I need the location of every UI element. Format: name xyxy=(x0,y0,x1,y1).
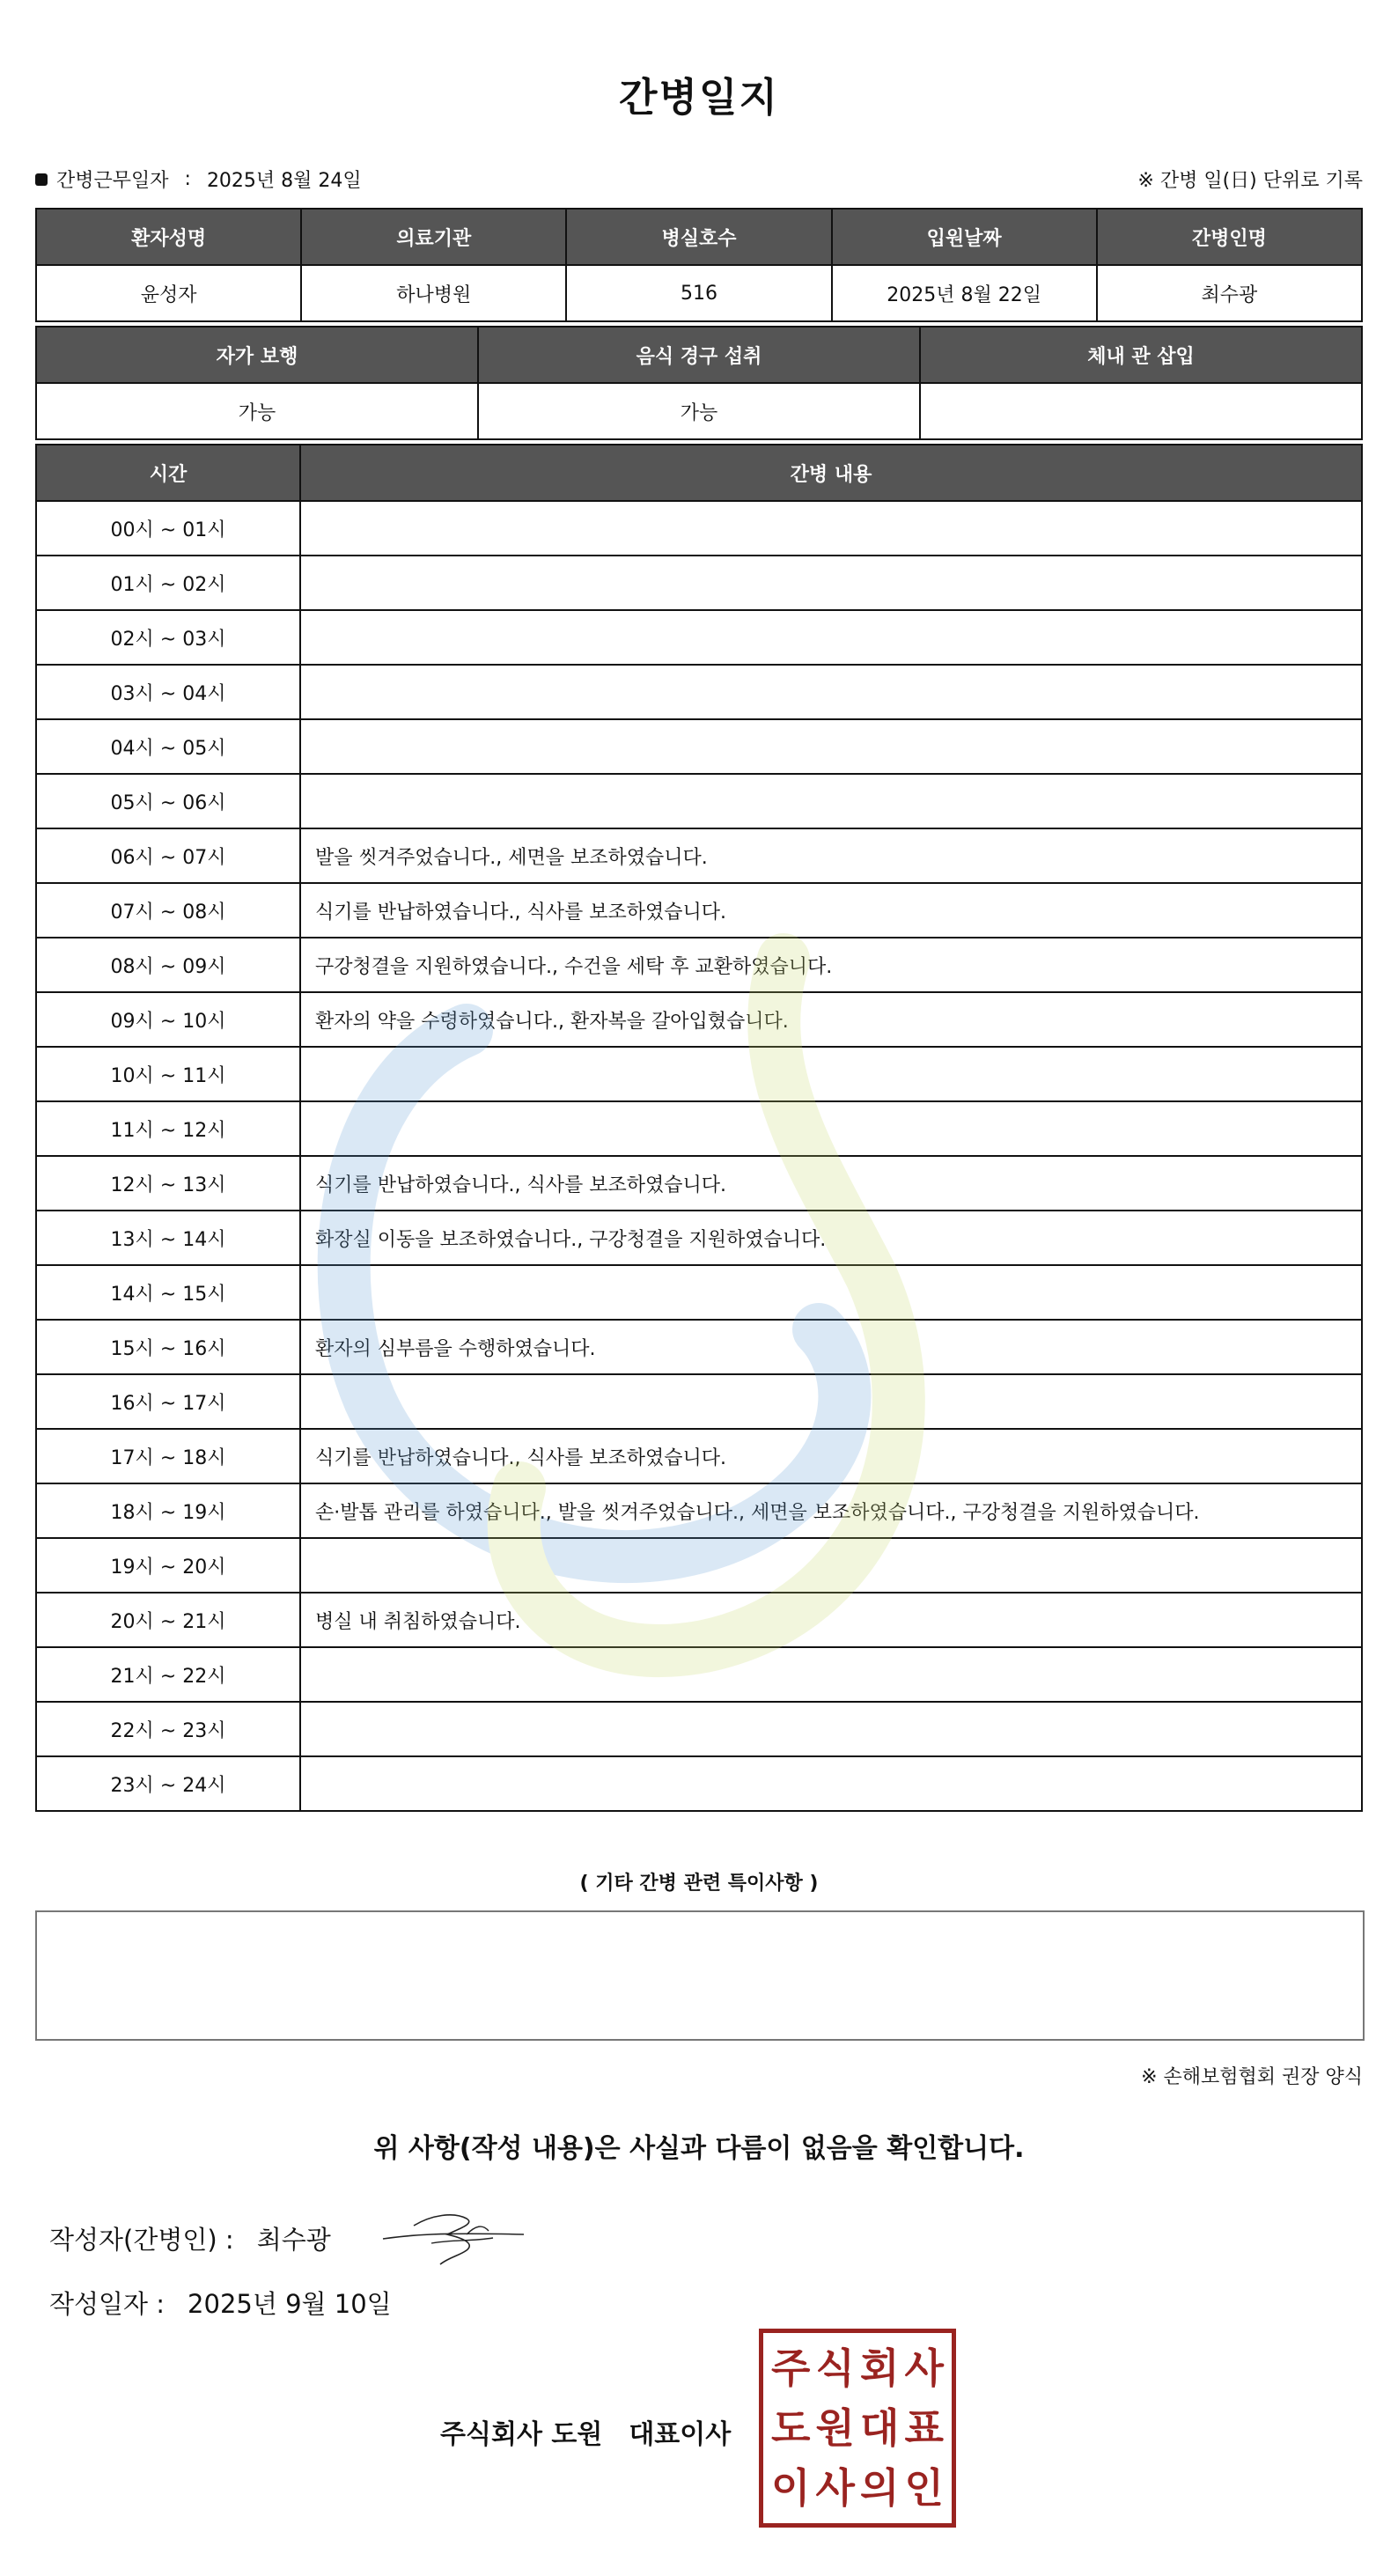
care-log-content: 발을 씻겨주었습니다., 세면을 보조하였습니다. xyxy=(300,828,1362,883)
care-log-row xyxy=(36,992,1362,1047)
company-row xyxy=(440,2412,731,2451)
care-log-body xyxy=(36,501,1362,1811)
patient-status-table xyxy=(35,326,1363,440)
work-date-value: 2025년 8월 24일 xyxy=(206,170,362,192)
care-log-time: 18시 ~ 19시 xyxy=(36,1483,300,1538)
care-log-time: 15시 ~ 16시 xyxy=(36,1320,300,1374)
written-date-row xyxy=(49,2285,392,2321)
care-log-row xyxy=(36,1156,1362,1211)
author-label: 작성자(간병인) : xyxy=(49,2225,234,2255)
care-log-content xyxy=(300,610,1362,665)
care-log-row xyxy=(36,1593,1362,1647)
seal-character: 표 xyxy=(904,2404,944,2452)
care-log-time: 12시 ~ 13시 xyxy=(36,1156,300,1211)
care-log-time: 08시 ~ 09시 xyxy=(36,938,300,992)
care-log-content xyxy=(300,1647,1362,1702)
patient-name-value: 윤성자 xyxy=(36,265,301,321)
care-log-row xyxy=(36,1101,1362,1156)
care-log-content: 환자의 심부름을 수행하였습니다. xyxy=(300,1320,1362,1374)
admission-date-value: 2025년 8월 22일 xyxy=(832,265,1097,321)
care-log-time: 03시 ~ 04시 xyxy=(36,665,300,719)
care-log-content: 환자의 약을 수령하였습니다., 환자복을 갈아입혔습니다. xyxy=(300,992,1362,1047)
care-log-time: 11시 ~ 12시 xyxy=(36,1101,300,1156)
care-log-row xyxy=(36,938,1362,992)
care-log-content xyxy=(300,1265,1362,1320)
care-log-row xyxy=(36,1429,1362,1483)
header-caregiver-name: 간병인명 xyxy=(1097,209,1362,265)
seal-character: 사 xyxy=(904,2344,944,2392)
care-log-row xyxy=(36,774,1362,828)
care-log-content xyxy=(300,665,1362,719)
care-log-time: 07시 ~ 08시 xyxy=(36,883,300,938)
company-title: 대표이사 xyxy=(629,2419,732,2450)
written-date-value: 2025년 9월 10일 xyxy=(188,2289,392,2319)
care-log-row xyxy=(36,1538,1362,1593)
care-log-time: 20시 ~ 21시 xyxy=(36,1593,300,1647)
seal-characters xyxy=(769,2338,946,2518)
care-log-content: 화장실 이동을 보조하였습니다., 구강청결을 지원하였습니다. xyxy=(300,1211,1362,1265)
care-log-row xyxy=(36,501,1362,556)
care-log-time: 10시 ~ 11시 xyxy=(36,1047,300,1101)
care-log-row xyxy=(36,1265,1362,1320)
patient-status-header-row xyxy=(36,327,1362,383)
seal-character: 대 xyxy=(860,2404,900,2452)
confirmation-statement: 위 사항(작성 내용)은 사실과 다름이 없음을 확인합니다. xyxy=(373,2133,1025,2164)
seal-character: 주 xyxy=(771,2344,811,2392)
care-log-row xyxy=(36,1483,1362,1538)
care-log-row xyxy=(36,665,1362,719)
care-log-row xyxy=(36,1702,1362,1756)
care-log-row xyxy=(36,828,1362,883)
room-number-value: 516 xyxy=(566,265,831,321)
header-admission-date: 입원날짜 xyxy=(832,209,1097,265)
care-log-content xyxy=(300,1756,1362,1811)
special-notes-box xyxy=(35,1910,1365,2041)
care-log-content xyxy=(300,1538,1362,1593)
care-log-time: 14시 ~ 15시 xyxy=(36,1265,300,1320)
company-name: 주식회사 도원 xyxy=(440,2419,603,2450)
care-log-time: 19시 ~ 20시 xyxy=(36,1538,300,1593)
care-log-time: 01시 ~ 02시 xyxy=(36,556,300,610)
seal-character: 이 xyxy=(771,2464,811,2512)
care-log-row xyxy=(36,1756,1362,1811)
patient-info-header-row xyxy=(36,209,1362,265)
document-title: 간병일지 xyxy=(619,74,779,121)
work-date-separator: : xyxy=(184,168,191,190)
care-log-content: 손·발톱 관리를 하였습니다., 발을 씻겨주었습니다., 세면을 보조하였습니다., 구강청결을 지원하였습니다. xyxy=(300,1483,1362,1538)
care-log-header-row xyxy=(36,445,1362,501)
bullet-square-icon xyxy=(35,173,48,186)
care-log-time: 22시 ~ 23시 xyxy=(36,1702,300,1756)
care-log-content: 식기를 반납하였습니다., 식사를 보조하였습니다. xyxy=(300,1156,1362,1211)
care-log-time: 02시 ~ 03시 xyxy=(36,610,300,665)
care-log-content xyxy=(300,1702,1362,1756)
care-log-content: 식기를 반납하였습니다., 식사를 보조하였습니다. xyxy=(300,883,1362,938)
work-date-label: 간병근무일자 xyxy=(56,170,169,192)
written-date-label: 작성일자 : xyxy=(49,2289,166,2319)
care-log-content xyxy=(300,1101,1362,1156)
care-log-content xyxy=(300,1047,1362,1101)
seal-character: 회 xyxy=(860,2344,900,2392)
author-row xyxy=(49,2220,331,2256)
seal-character: 도 xyxy=(771,2404,811,2452)
seal-character: 의 xyxy=(860,2464,900,2512)
care-log-time: 00시 ~ 01시 xyxy=(36,501,300,556)
care-log-row xyxy=(36,1211,1362,1265)
special-notes-heading: ( 기타 간병 관련 특이사항 ) xyxy=(579,1873,819,1895)
header-time: 시간 xyxy=(36,445,300,501)
care-log-content xyxy=(300,501,1362,556)
seal-character: 사 xyxy=(815,2464,855,2512)
care-log-content xyxy=(300,719,1362,774)
header-self-walking: 자가 보행 xyxy=(36,327,478,383)
seal-character: 식 xyxy=(815,2344,855,2392)
caregiver-name-value: 최수광 xyxy=(1097,265,1362,321)
patient-status-value-row xyxy=(36,383,1362,439)
care-log-time: 23시 ~ 24시 xyxy=(36,1756,300,1811)
care-log-content: 식기를 반납하였습니다., 식사를 보조하였습니다. xyxy=(300,1429,1362,1483)
care-log-content: 구강청결을 지원하였습니다., 수건을 세탁 후 교환하였습니다. xyxy=(300,938,1362,992)
patient-info-table xyxy=(35,208,1363,322)
handwritten-signature xyxy=(379,2199,528,2270)
hospital-value: 하나병원 xyxy=(301,265,566,321)
care-log-row xyxy=(36,719,1362,774)
author-name: 최수광 xyxy=(256,2225,331,2255)
tube-insertion-value xyxy=(920,383,1362,439)
care-log-row xyxy=(36,1647,1362,1702)
self-walking-value: 가능 xyxy=(36,383,478,439)
care-log-content: 병실 내 취침하였습니다. xyxy=(300,1593,1362,1647)
care-log-time: 17시 ~ 18시 xyxy=(36,1429,300,1483)
care-log-time: 06시 ~ 07시 xyxy=(36,828,300,883)
care-log-time: 05시 ~ 06시 xyxy=(36,774,300,828)
care-log-content xyxy=(300,556,1362,610)
header-patient-name: 환자성명 xyxy=(36,209,301,265)
care-log-time: 16시 ~ 17시 xyxy=(36,1374,300,1429)
header-room-number: 병실호수 xyxy=(566,209,831,265)
care-log-content xyxy=(300,774,1362,828)
unit-note: ※ 간병 일(日) 단위로 기록 xyxy=(1137,170,1363,192)
care-log-row xyxy=(36,883,1362,938)
header-hospital: 의료기관 xyxy=(301,209,566,265)
patient-info-value-row xyxy=(36,265,1362,321)
oral-intake-value: 가능 xyxy=(478,383,920,439)
care-log-row xyxy=(36,1374,1362,1429)
seal-character: 인 xyxy=(904,2464,944,2512)
care-log-time: 13시 ~ 14시 xyxy=(36,1211,300,1265)
form-source-note: ※ 손해보험협회 권장 양식 xyxy=(1141,2066,1363,2088)
care-log-table xyxy=(35,444,1363,1812)
care-log-content xyxy=(300,1374,1362,1429)
header-oral-intake: 음식 경구 섭취 xyxy=(478,327,920,383)
care-log-row xyxy=(36,610,1362,665)
care-log-row xyxy=(36,556,1362,610)
company-seal-stamp xyxy=(759,2329,956,2528)
care-log-time: 21시 ~ 22시 xyxy=(36,1647,300,1702)
header-care-content: 간병 내용 xyxy=(300,445,1362,501)
care-log-row xyxy=(36,1047,1362,1101)
care-log-row xyxy=(36,1320,1362,1374)
seal-character: 원 xyxy=(815,2404,855,2452)
header-tube-insertion: 체내 관 삽입 xyxy=(920,327,1362,383)
work-date-row xyxy=(35,166,362,193)
care-log-time: 09시 ~ 10시 xyxy=(36,992,300,1047)
care-log-time: 04시 ~ 05시 xyxy=(36,719,300,774)
